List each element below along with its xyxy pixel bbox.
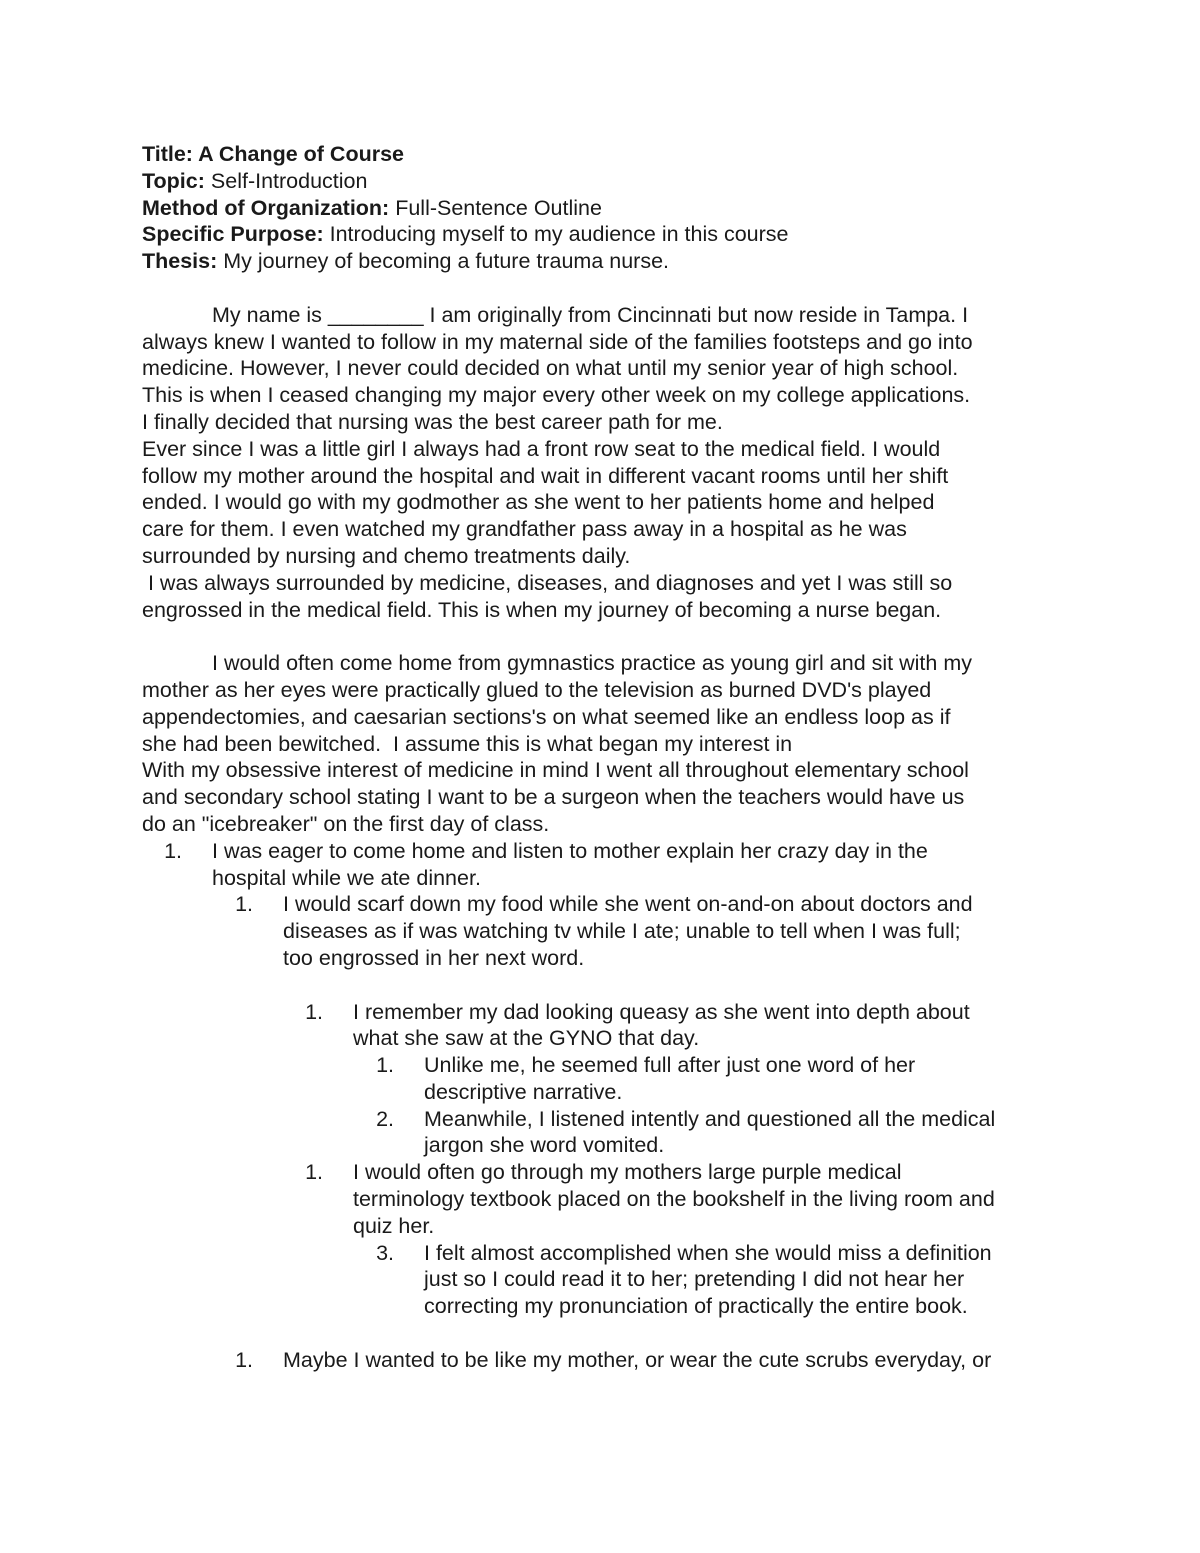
text-line: descriptive narrative. — [424, 1079, 623, 1104]
spacer — [142, 972, 1072, 999]
outline-item — [142, 838, 1072, 892]
thesis-line: Thesis: My journey of becoming a future trauma nurse. — [142, 249, 670, 274]
text-line: do an "icebreaker" on the first day of class. — [142, 811, 550, 836]
text-line: I would often go through my mothers large purple medical — [353, 1160, 902, 1185]
text-line: and secondary school stating I want to be a surgeon when the teachers would have us — [142, 785, 965, 810]
document-content — [142, 141, 1072, 1374]
text-line: just so I could read it to her; pretending I did not hear her — [424, 1267, 965, 1292]
text-line: quiz her. — [353, 1213, 435, 1238]
outline-item — [142, 1240, 1072, 1320]
text-line: engrossed in the medical field. This is when my journey of becoming a nurse began. — [142, 597, 942, 622]
text-line: ended. I would go with my godmother as she went to her patients home and helped — [142, 490, 935, 515]
list-number: 2. — [376, 1106, 394, 1131]
doc-title: Title: A Change of Course — [142, 142, 404, 166]
outline-item — [142, 999, 1072, 1053]
list-number: 1. — [376, 1053, 394, 1078]
text-line: mother as her eyes were practically glued to the television as burned DVD's played — [142, 677, 932, 702]
list-number: 1. — [164, 838, 182, 863]
text-line: Unlike me, he seemed full after just one word of her — [424, 1053, 916, 1078]
text-line: My name is ________ I am originally from Cincinnati but now reside in Tampa. I — [212, 302, 969, 327]
outline-item — [142, 891, 1072, 971]
text-line: Meanwhile, I listened intently and questioned all the medical — [424, 1106, 996, 1131]
list-number: 1. — [305, 999, 323, 1024]
text-line: I would scarf down my food while she went on-and-on about doctors and — [283, 892, 973, 917]
purpose-line: Specific Purpose: Introducing myself to my audience in this course — [142, 222, 789, 247]
text-line: medicine. However, I never could decided on what until my senior year of high school. — [142, 356, 959, 381]
text-line: hospital while we ate dinner. — [212, 865, 481, 890]
text-line: appendectomies, and caesarian sections's on what seemed like an endless loop as if — [142, 704, 951, 729]
text-line: I was eager to come home and listen to mother explain her crazy day in the — [212, 838, 928, 863]
spacer — [142, 1320, 1072, 1347]
text-line: jargon she word vomited. — [424, 1133, 665, 1158]
text-line: I remember my dad looking queasy as she went into depth about — [353, 999, 970, 1024]
text-line: correcting my pronunciation of practically the entire book. — [424, 1294, 968, 1319]
outline-item — [142, 1052, 1072, 1106]
method-line: Method of Organization: Full-Sentence Outline — [142, 195, 602, 220]
text-line: always knew I wanted to follow in my maternal side of the families footsteps and go into — [142, 329, 973, 354]
text-line: care for them. I even watched my grandfather pass away in a hospital as he was — [142, 517, 907, 542]
body-paragraph — [142, 650, 1072, 838]
intro-paragraph — [142, 302, 1072, 624]
outline-item — [142, 1347, 1072, 1374]
spacer — [142, 623, 1072, 650]
text-line: I would often come home from gymnastics practice as young girl and sit with my — [212, 651, 972, 676]
outline-item — [142, 1159, 1072, 1239]
spacer — [142, 275, 1072, 302]
text-line: Maybe I wanted to be like my mother, or wear the cute scrubs everyday, or — [283, 1347, 992, 1372]
text-line: terminology textbook placed on the bookshelf in the living room and — [353, 1187, 995, 1212]
list-number: 3. — [376, 1240, 394, 1265]
text-line: I was always surrounded by medicine, diseases, and diagnoses and yet I was still so — [142, 570, 953, 595]
text-line: Ever since I was a little girl I always had a front row seat to the medical field. I would — [142, 436, 941, 461]
text-line: I finally decided that nursing was the best career path for me. — [142, 409, 723, 434]
list-number: 1. — [305, 1160, 323, 1185]
text-line: diseases as if was watching tv while I ate; unable to tell when I was full; — [283, 919, 961, 944]
text-line: she had been bewitched. I assume this is what began my interest in — [142, 731, 793, 756]
text-line: surrounded by nursing and chemo treatments daily. — [142, 543, 631, 568]
text-line: what she saw at the GYNO that day. — [353, 1026, 700, 1051]
topic-line: Topic: Self-Introduction — [142, 168, 368, 193]
text-line: With my obsessive interest of medicine in mind I went all throughout elementary school — [142, 758, 969, 783]
list-number: 1. — [235, 892, 253, 917]
text-line: too engrossed in her next word. — [283, 945, 585, 970]
list-number: 1. — [235, 1347, 253, 1372]
outline — [142, 838, 1072, 1374]
text-line: This is when I ceased changing my major every other week on my college applications. — [142, 383, 971, 408]
text-line: I felt almost accomplished when she would miss a definition — [424, 1240, 992, 1265]
outline-item — [142, 1106, 1072, 1160]
text-line: follow my mother around the hospital and wait in different vacant rooms until her shift — [142, 463, 949, 488]
